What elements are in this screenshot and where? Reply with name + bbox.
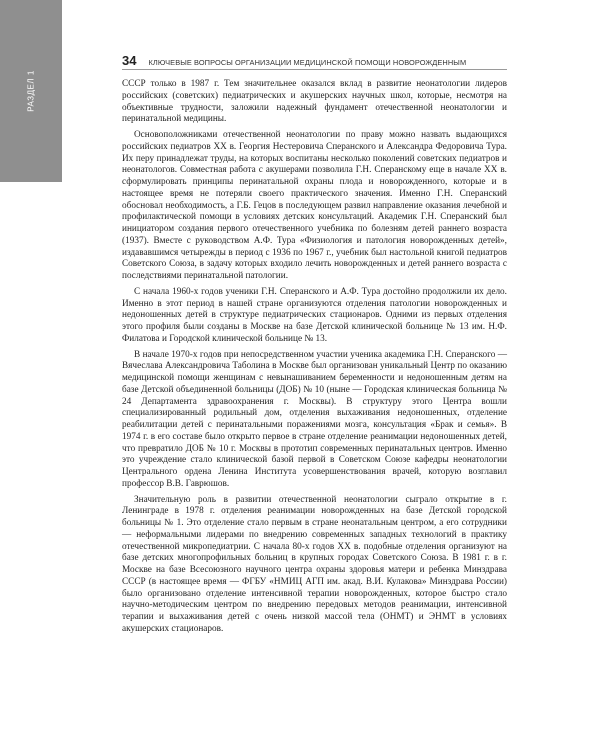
- page-header: [122, 53, 466, 68]
- paragraph: Основоположниками отечественной неонатологии по праву можно назвать выдающихся российских педиатров XX в. Георгия Нестеровича Сперанского и Александра Федоровича Тура. Их перу принадлежат труды, на которых воспитаны несколько поколений советских педиатров и неонатологов. Совместная работа с акушерами позволила Г.Н. Сперанскому еще в начале XX в. сформулировать принципы перинатальной охраны плода и новорожденного, которые и в настоящее время не потеряли своего практического значения. Именно Г.Н. Сперанский обосновал необходимость, а Г.Б. Гецов в последующем развил направление оказания лечебной и профилактической помощи в условиях детских консультаций. Академик Г.Н. Сперанский был инициатором создания первого отечественного учебника по болезням детей раннего возраста (1937). Вместе с руководством А.Ф. Тура «Физиология и патология новорожденных детей», издававшимся четырежды в период с 1936 по 1967 г., учебник был настольной книгой педиатров Советского Союза, в задачу которых входило лечить новорожденных и детей раннего возраста с последствиями перинатальной патологии.: [122, 130, 507, 281]
- header-divider: [122, 69, 507, 70]
- section-label: РАЗДЕЛ 1: [26, 70, 36, 112]
- paragraph: В начале 1970-х годов при непосредственном участии ученика академика Г.Н. Сперанского — Вячеслава Александровича Таболина в Москве был организован уникальный Центр по оказанию медицинской помощи женщинам с невынашиванием беременности и недоношенным детям на базе Детской объединенной больницы (ДОБ) № 10 (ныне — Городская клиническая больница № 24 Департамента здравоохранения г. Москвы). В структуру этого Центра вошли специализированный родильный дом, отделения выхаживания недоношенных, отделение реабилитации детей с перинатальными поражениями мозга, консультация «Брак и семья». В 1974 г. в его составе было открыто первое в стране отделение реанимации недоношенных детей, что превратило ДОБ № 10 г. Москвы в прототип современных перинатальных центров. Именно это учреждение стало клинической базой первой в Советском Союзе кафедры неонатологии Центрального ордена Ленина Института усовершенствования врачей, которую возглавил профессор В.В. Гаврюшов.: [122, 349, 507, 489]
- paragraph: СССР только в 1987 г. Тем значительнее оказался вклад в развитие неонатологии лидеров российских (советских) педиатрических и акушерских научных школ, которые, несмотря на объективные трудности, заложили надежный фундамент отечественной неонатологии и перинатальной медицины.: [122, 79, 507, 125]
- body-text: [122, 79, 507, 640]
- paragraph: С начала 1960-х годов ученики Г.Н. Сперанского и А.Ф. Тура достойно продолжили их дело. Именно в этот период в нашей стране организуются отделения патологии новорожденных и недоношенных детей в структуре педиатрических стационаров. Одними из первых отделения этого профиля были созданы в Москве на базе Детской клинической больнице № 13 им. Н.Ф. Филатова и Городской клинической больнице № 13.: [122, 286, 507, 344]
- page-number: 34: [122, 53, 137, 68]
- running-title: КЛЮЧЕВЫЕ ВОПРОСЫ ОРГАНИЗАЦИИ МЕДИЦИНСКОЙ ПОМОЩИ НОВОРОЖДЕННЫМ: [148, 58, 467, 67]
- section-side-tab: [0, 0, 62, 182]
- paragraph: Значительную роль в развитии отечественной неонатологии сыграло открытие в г. Ленинграде в 1978 г. отделения реанимации новорожденных на базе Детской городской больницы № 1. Это отделение стало первым в стране неонатальным центром, а его сотрудники — неформальными лидерами по внедрению современных западных технологий в практику отечественной микропедиатрии. С начала 80-х годов XX в. подобные отделения организуют на базе детских многопрофильных больниц в крупных городах Советского Союза. В 1981 г. в г. Москве на базе Всесоюзного научного центра охраны здоровья матери и ребенка Минздрава СССР (в настоящее время — ФГБУ «НМИЦ АГП им. акад. В.И. Кулакова» Минздрава России) было организовано отделение интенсивной терапии новорожденных, которое быстро стало научно-методическим центром по внедрению передовых методов реанимации, интенсивной терапии и выхаживания детей с очень низкой массой тела (ОНМТ) и ЭНМТ в условиях акушерских стационаров.: [122, 494, 507, 634]
